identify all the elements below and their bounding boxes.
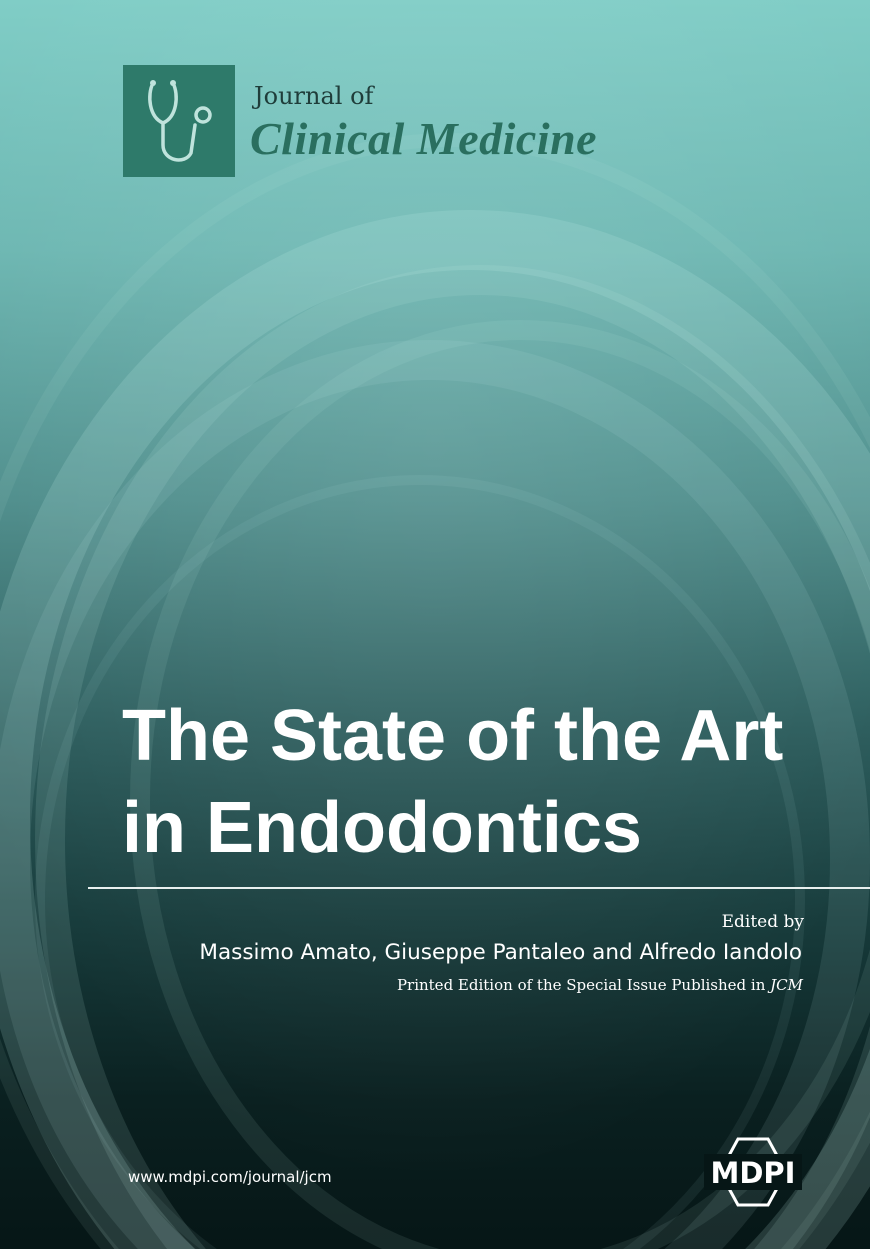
journal-name: Clinical Medicine xyxy=(250,113,598,164)
publisher-logo xyxy=(700,1137,806,1207)
journal-prefix: Journal of xyxy=(254,82,374,110)
book-title xyxy=(122,690,842,874)
journal-logo xyxy=(123,65,235,177)
printed-journal: JCM xyxy=(770,976,803,994)
book-title-line-2: in Endodontics xyxy=(122,788,642,868)
edited-by-label: Edited by xyxy=(721,912,804,932)
stethoscope-icon xyxy=(123,65,235,177)
book-title-line-1: The State of the Art xyxy=(122,696,784,776)
publisher-name: MDPI xyxy=(710,1156,796,1190)
divider xyxy=(88,887,870,889)
printed-prefix: Printed Edition of the Special Issue Published in xyxy=(396,976,766,994)
journal-url: www.mdpi.com/journal/jcm xyxy=(128,1168,332,1186)
printed-edition-note xyxy=(397,976,803,994)
editors: Massimo Amato, Giuseppe Pantaleo and Alfredo Iandolo xyxy=(199,940,802,965)
